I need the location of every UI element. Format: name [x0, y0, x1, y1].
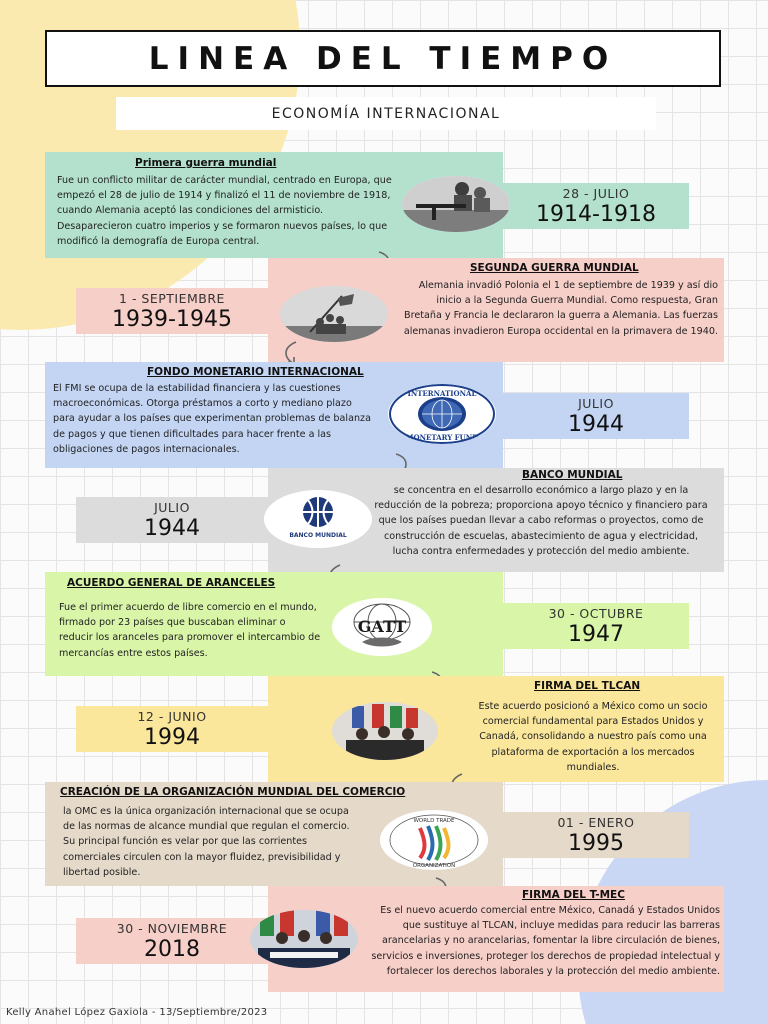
page-title-text: LINEA DEL TIEMPO [148, 40, 618, 77]
event-text: Fue un conflicto militar de carácter mundial, centrado en Europa, que empezó el 28 de julio de 1914 y finalizó el 11 de noviembre de 1918, cuando Alemania aceptó las condiciones del armisticio. Desaparecieron cuatro imperios y se formaron nuevos países, lo que modificó la demografía de Europa central. [57, 175, 392, 247]
event-date-label: JULIO [578, 395, 614, 411]
event-date-label: 1 - SEPTIEMBRE [119, 290, 225, 306]
event-text: Fue el primer acuerdo de libre comercio en el mundo, firmado por 23 países que buscaban eliminar o reducir los aranceles para promover el intercambio de mercancías entre estos países. [59, 602, 321, 659]
event-date [503, 812, 689, 858]
soldiers-photo [402, 176, 510, 232]
page-title [45, 30, 721, 87]
flag-raising-photo [280, 286, 388, 342]
event-text: El FMI se ocupa de la estabilidad financiera y las cuestiones macroeconómicas. Otorga préstamos a corto y mediano plazo para ayudar a los países que experimentan problemas de balanza de pagos y que tienen dificultades para hacer frente a las obligaciones de pagos internacionales. [53, 383, 371, 455]
event-year: 1947 [568, 621, 624, 647]
event-date-label: 30 - NOVIEMBRE [116, 920, 228, 936]
event-text: Es el nuevo acuerdo comercial entre México, Canadá y Estados Unidos que sustituye al TLCAN, incluye medidas para reducir las barreras arancelarias y no arancelarias, fomentar la libre circulación de bienes, servicios e inversiones, proteger los derechos de propiedad intelectual y fortalecer los derechos laborales y la protección del medio ambiente. [371, 905, 720, 977]
event-heading: FONDO MONETARIO INTERNACIONAL [147, 366, 364, 378]
wto-logo-text-bottom: ORGANIZATION [412, 863, 456, 869]
event-heading: FIRMA DEL TLCAN [534, 680, 641, 692]
event-text: Este acuerdo posicionó a México como un socio comercial fundamental para Estados Unidos y Canadá, consolidando a nuestro país como una plataforma de exportación a los mercados mundiales. [478, 701, 708, 773]
tlcan-signing-photo [332, 702, 438, 760]
imf-logo-text-bottom: MONETARY FUND [405, 433, 479, 442]
wto-logo-text-top: WORLD TRADE [413, 818, 455, 824]
event-date-label: 30 - OCTUBRE [548, 605, 644, 621]
event-date [76, 706, 268, 752]
event-date-label: JULIO [154, 499, 190, 515]
event-text: se concentra en el desarrollo económico a largo plazo y en la reducción de la pobreza; proporciona apoyo técnico y financiero para que los países puedan llevar a cabo reformas o proyectos, como de construcción de escuelas, abastecimiento de agua y electricidad, lucha contra enfermedades y protección del medio ambiente. [374, 485, 708, 557]
page-subtitle-text: ECONOMÍA INTERNACIONAL [271, 105, 501, 122]
wto-logo [380, 810, 488, 870]
event-year: 2018 [144, 936, 200, 962]
event-year: 1994 [144, 724, 200, 750]
gatt-logo-text: GATT [357, 617, 407, 636]
event-text: la OMC es la única organización internacional que se ocupa de las normas de alcance mundial que regulan el comercio. Su principal función es velar por que las corrientes comerciales circulen con la mayor fluidez, previsibilidad y libertad posible. [63, 806, 350, 878]
event-date [76, 918, 268, 964]
event-year: 1939-1945 [112, 306, 232, 332]
world-bank-logo [264, 490, 372, 548]
event-heading: BANCO MUNDIAL [522, 469, 623, 481]
event-heading: CREACIÓN DE LA ORGANIZACIÓN MUNDIAL DEL COMERCIO [60, 786, 406, 798]
event-year: 1944 [144, 515, 200, 541]
page-subtitle [116, 97, 656, 130]
imf-logo-text-top: INTERNATIONAL [407, 389, 477, 398]
author-footer: Kelly Anahel López Gaxiola - 13/Septiembre/2023 [6, 1007, 268, 1018]
event-date-label: 01 - ENERO [557, 814, 635, 830]
event-year: 1914-1918 [536, 201, 656, 227]
event-date [76, 497, 268, 543]
event-heading: SEGUNDA GUERRA MUNDIAL [470, 262, 639, 274]
event-date [503, 183, 689, 229]
tmec-signing-photo [250, 910, 358, 968]
event-text-panel [45, 572, 503, 676]
event-heading: ACUERDO GENERAL DE ARANCELES [67, 577, 276, 589]
imf-logo [388, 384, 496, 444]
event-heading: Primera guerra mundial [135, 157, 277, 169]
gatt-logo [332, 598, 432, 656]
world-bank-logo-text: BANCO MUNDIAL [289, 532, 347, 539]
event-year: 1995 [568, 830, 624, 856]
event-date-label: 12 - JUNIO [137, 708, 207, 724]
event-year: 1944 [568, 411, 624, 437]
event-date [503, 393, 689, 439]
event-text: Alemania invadió Polonia el 1 de septiembre de 1939 y así dio inicio a la Segunda Guerra Mundial. Como respuesta, Gran Bretaña y Francia le declararon la guerra a Alemania. Las fuerzas alemanas invadieron Europa occidental en la primavera de 1940. [403, 280, 718, 337]
event-date [76, 288, 268, 334]
event-date [503, 603, 689, 649]
event-date-label: 28 - JULIO [562, 185, 630, 201]
event-heading: FIRMA DEL T-MEC [522, 889, 625, 901]
